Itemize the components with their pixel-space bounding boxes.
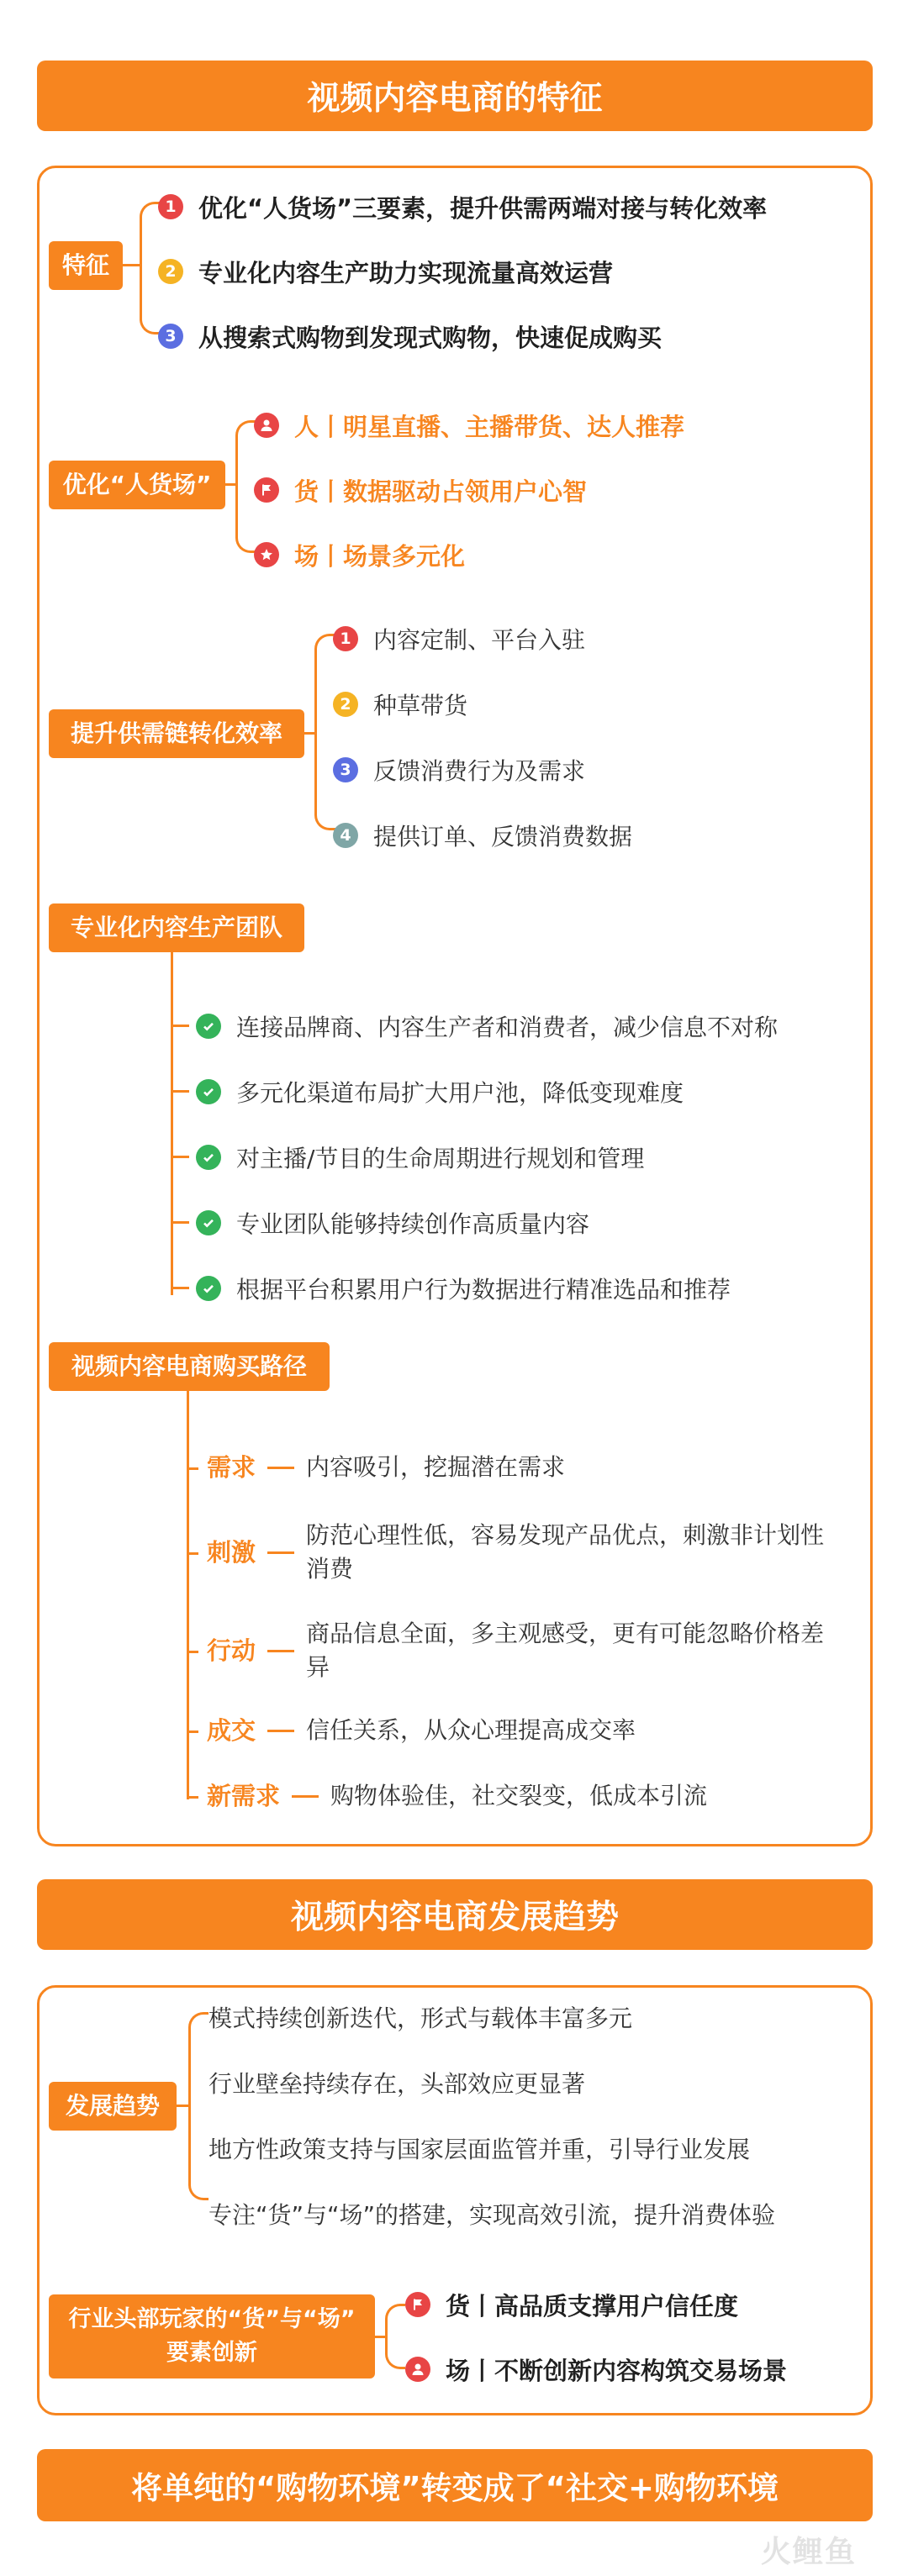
stage-dash (292, 1795, 319, 1798)
tag-purchase-path: 视频内容电商购买路径 (49, 1342, 330, 1391)
team-trunk-line (171, 952, 173, 1295)
supply-item-3 (333, 753, 585, 787)
feature-item-2 (158, 255, 613, 288)
team-branch (171, 1287, 189, 1289)
check-icon (196, 1145, 221, 1170)
supply-text: 种草带货 (373, 692, 468, 719)
star-icon (254, 542, 279, 567)
tag-supply-chain: 提升供需链转化效率 (49, 709, 304, 758)
title-banner-features: 视频内容电商的特征 (37, 61, 873, 131)
path-stage-deal (207, 1714, 844, 1747)
path-branch (187, 1552, 198, 1555)
stage-text: 内容吸引，挖掘潜在需求 (306, 1453, 566, 1481)
team-branch (171, 1221, 189, 1224)
connector (304, 732, 314, 735)
trend-item (209, 2000, 632, 2034)
leader-text: 场丨不断创新内容构筑交易场景 (446, 2356, 788, 2385)
check-icon (196, 1079, 221, 1104)
stage-label: 新需求 (207, 1782, 281, 1810)
bracket-leaders (385, 2304, 405, 2369)
feature-text: 优化“人货场”三要素，提升供需两端对接与转化效率 (198, 193, 768, 223)
leader-item-goods (405, 2288, 738, 2321)
connector (177, 2105, 188, 2107)
team-branch (171, 1025, 189, 1027)
team-text: 根据平台积累用户行为数据进行精准选品和推荐 (236, 1276, 731, 1304)
bracket-trends (188, 2012, 209, 2200)
trend-item (209, 2131, 750, 2165)
stage-dash (267, 1467, 294, 1469)
trend-item (209, 2197, 775, 2231)
stage-label: 刺激 (207, 1538, 256, 1567)
stage-label: 成交 (207, 1716, 256, 1745)
leader-item-place (405, 2352, 787, 2386)
number-3-icon: 3 (333, 757, 358, 782)
trend-text: 专注“货”与“场”的搭建，实现高效引流，提升消费体验 (209, 2201, 776, 2229)
feature-text: 从搜索式购物到发现式购物，快速促成购买 (198, 323, 663, 352)
tag-leaders-line1: 行业头部玩家的“货”与“场” (68, 2306, 356, 2332)
team-item (196, 1075, 684, 1109)
supply-item-2 (333, 687, 467, 721)
stage-dash (267, 1730, 294, 1732)
team-item (196, 1009, 778, 1043)
supply-text: 内容定制、平台入驻 (373, 626, 586, 654)
trend-text: 模式持续创新迭代，形式与载体丰富多元 (209, 2004, 633, 2032)
team-text: 对主播/节目的生命周期进行规划和管理 (236, 1145, 645, 1172)
stage-dash (267, 1551, 294, 1554)
team-item (196, 1272, 731, 1305)
pgp-text: 场丨场景多元化 (294, 541, 466, 571)
stage-text: 购物体验佳，社交裂变，低成本引流 (330, 1782, 708, 1810)
tag-trends: 发展趋势 (49, 2082, 177, 2131)
supply-item-1 (333, 622, 585, 656)
number-2-icon: 2 (333, 692, 358, 717)
stage-text: 商品信息全面，多主观感受，更有可能忽略价格差异 (306, 1620, 825, 1681)
team-item (196, 1140, 644, 1174)
tag-features: 特征 (49, 241, 123, 290)
flag-icon (254, 477, 279, 503)
stage-dash (267, 1650, 294, 1652)
path-branch (187, 1731, 198, 1733)
path-stage-stimulus (207, 1519, 844, 1586)
team-branch (171, 1156, 189, 1158)
flag-icon (405, 2292, 430, 2317)
feature-item-3 (158, 319, 662, 353)
stage-text: 防范心理性低，容易发现产品优点，刺激非计划性消费 (306, 1521, 825, 1583)
pgp-item-person (254, 408, 684, 442)
supply-item-4 (333, 819, 632, 852)
supply-text: 提供订单、反馈消费数据 (373, 823, 633, 851)
connector (123, 264, 140, 266)
team-item (196, 1206, 589, 1240)
path-branch (187, 1796, 198, 1799)
stage-label: 需求 (207, 1453, 256, 1482)
stage-text: 信任关系，从众心理提高成交率 (306, 1716, 636, 1744)
path-branch (187, 1651, 198, 1653)
leader-text: 货丨高品质支撑用户信任度 (446, 2291, 739, 2321)
person-icon (405, 2357, 430, 2382)
team-branch (171, 1090, 189, 1093)
feature-item-1 (158, 190, 767, 224)
tag-people-goods-place: 优化“人货场” (49, 461, 225, 509)
supply-text: 反馈消费行为及需求 (373, 757, 586, 785)
bracket-supply-chain (314, 634, 336, 830)
tag-leaders (49, 2294, 375, 2378)
check-icon (196, 1210, 221, 1235)
path-stage-demand (207, 1451, 844, 1484)
connector (225, 483, 235, 486)
number-1-icon: 1 (158, 194, 183, 219)
path-stage-action (207, 1617, 844, 1684)
tag-leaders-line2: 要素创新 (166, 2340, 257, 2366)
person-icon (254, 413, 279, 438)
watermark-logo: 火鲤鱼 (761, 2535, 858, 2569)
pgp-item-goods (254, 473, 587, 507)
path-trunk-line (187, 1391, 189, 1799)
team-text: 连接品牌商、内容生产者和消费者，减少信息不对称 (236, 1014, 779, 1041)
team-text: 多元化渠道布局扩大用户池，降低变现难度 (236, 1079, 684, 1107)
trend-text: 行业壁垒持续存在，头部效应更显著 (209, 2070, 586, 2098)
connector (375, 2336, 385, 2338)
path-branch (187, 1467, 198, 1470)
title-banner-trends: 视频内容电商发展趋势 (37, 1879, 873, 1950)
pgp-text: 人丨明星直播、主播带货、达人推荐 (294, 412, 685, 441)
check-icon (196, 1276, 221, 1301)
number-2-icon: 2 (158, 259, 183, 284)
number-4-icon: 4 (333, 823, 358, 848)
number-1-icon: 1 (333, 626, 358, 651)
path-stage-new-demand (207, 1779, 868, 1813)
check-icon (196, 1014, 221, 1039)
conclusion-banner: 将单纯的“购物环境”转变成了“社交+购物环境 (37, 2449, 873, 2521)
trend-text: 地方性政策支持与国家层面监管并重，引导行业发展 (209, 2136, 751, 2163)
stage-label: 行动 (207, 1636, 256, 1665)
number-3-icon: 3 (158, 324, 183, 349)
pgp-item-place (254, 538, 465, 572)
feature-text: 专业化内容生产助力实现流量高效运营 (198, 258, 614, 287)
team-text: 专业团队能够持续创作高质量内容 (236, 1210, 590, 1238)
pgp-text: 货丨数据驱动占领用户心智 (294, 477, 588, 506)
tag-team: 专业化内容生产团队 (49, 903, 304, 952)
trend-item (209, 2066, 585, 2099)
